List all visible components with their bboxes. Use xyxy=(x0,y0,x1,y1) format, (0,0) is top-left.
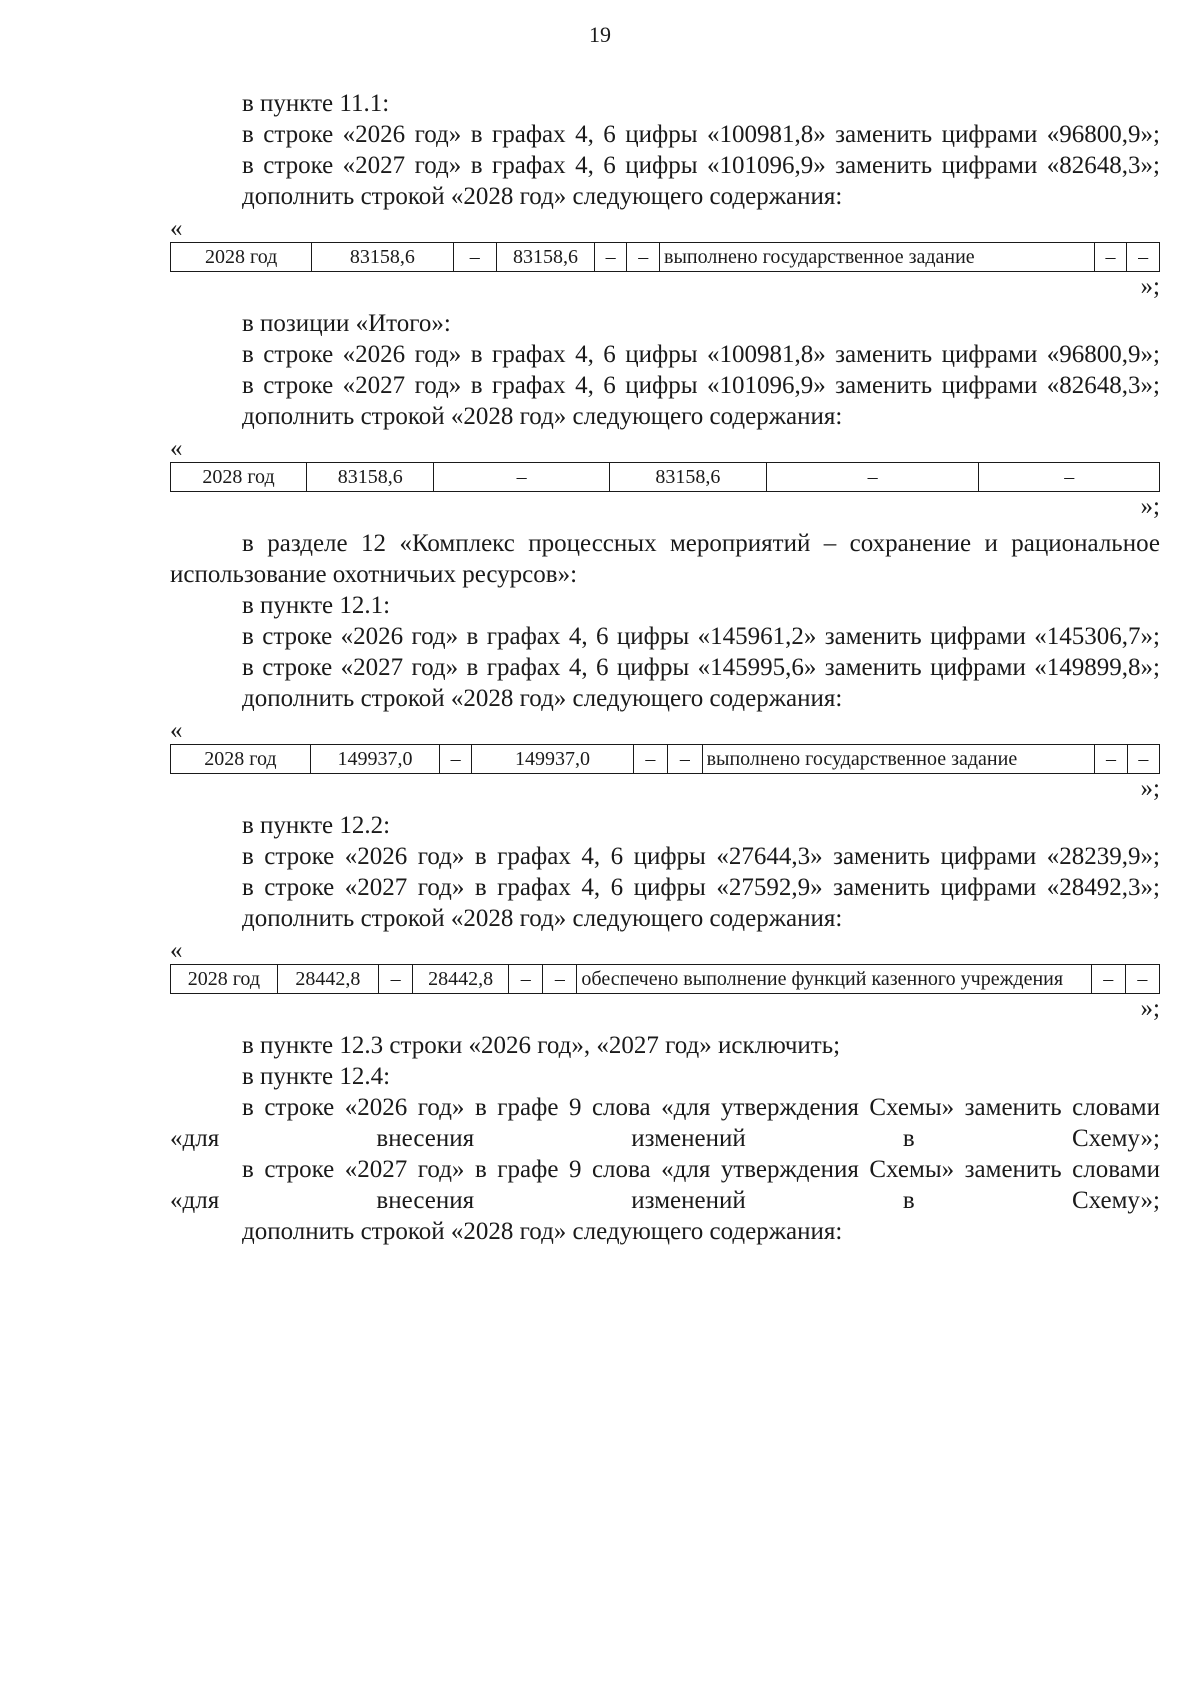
table-cell: 2028 год xyxy=(171,463,307,492)
paragraph: в строке «2026 год» в графах 4, 6 цифры «145961,2» заменить цифрами «145306,7»; xyxy=(242,623,1160,650)
paragraph: в строке «2027 год» в графах 4, 6 цифры «101096,9» заменить цифрами «82648,3»; xyxy=(242,152,1160,179)
table-cell: 2028 год xyxy=(171,965,278,994)
paragraph: в строке «2027 год» в графах 4, 6 цифры «27592,9» заменить цифрами «28492,3»; xyxy=(242,874,1160,901)
inserted-row-table xyxy=(170,744,1160,774)
paragraph: в пункте 12.4: xyxy=(242,1063,391,1090)
closing-quote: »; xyxy=(1140,995,1160,1022)
paragraph: в позиции «Итого»: xyxy=(242,310,451,337)
opening-quote: « xyxy=(170,215,183,242)
inserted-row-table xyxy=(170,242,1160,272)
inserted-row-table xyxy=(170,462,1160,492)
paragraph: в строке «2027 год» в графах 4, 6 цифры «145995,6» заменить цифрами «149899,8»; xyxy=(242,654,1160,681)
table-cell: 28442,8 xyxy=(277,965,378,994)
closing-quote: »; xyxy=(1140,273,1160,300)
paragraph: дополнить строкой «2028 год» следующего содержания: xyxy=(242,685,843,712)
table-cell: 83158,6 xyxy=(609,463,766,492)
opening-quote: « xyxy=(170,435,183,462)
document-body xyxy=(170,88,1160,1247)
table-cell: – xyxy=(627,243,660,272)
table-cell: 83158,6 xyxy=(497,243,595,272)
paragraph: в строке «2027 год» в графах 4, 6 цифры «101096,9» заменить цифрами «82648,3»; xyxy=(242,372,1160,399)
paragraph: дополнить строкой «2028 год» следующего содержания: xyxy=(242,1218,843,1245)
table-cell: 28442,8 xyxy=(413,965,509,994)
table-cell: обеспечено выполнение функций казенного учреждения xyxy=(577,965,1091,994)
paragraph: в пункте 11.1: xyxy=(242,90,390,117)
table-cell: – xyxy=(509,965,543,994)
paragraph: в строке «2026 год» в графах 4, 6 цифры «27644,3» заменить цифрами «28239,9»; xyxy=(242,843,1160,870)
table-cell: – xyxy=(668,745,702,774)
paragraph: в строке «2026 год» в графах 4, 6 цифры «100981,8» заменить цифрами «96800,9»; xyxy=(242,341,1160,368)
table-row xyxy=(171,745,1160,774)
table-cell: выполнено государственное задание xyxy=(660,243,1095,272)
opening-quote: « xyxy=(170,717,183,744)
paragraph: в разделе 12 «Комплекс процессных мероприятий – сохранение и рациональное использование охотничьих ресурсов»: xyxy=(170,530,1160,588)
table-cell: – xyxy=(434,463,609,492)
paragraph: дополнить строкой «2028 год» следующего содержания: xyxy=(242,183,843,210)
table-cell: – xyxy=(979,463,1160,492)
table-cell: – xyxy=(543,965,577,994)
table-cell: 149937,0 xyxy=(472,745,633,774)
table-cell: – xyxy=(1125,965,1159,994)
paragraph: в пункте 12.2: xyxy=(242,812,391,839)
paragraph: в строке «2027 год» в графе 9 слова «для утверждения Схемы» заменить словами «для внесения изменений в Схему»; xyxy=(170,1156,1160,1214)
table-cell: – xyxy=(1127,745,1159,774)
table-cell: 83158,6 xyxy=(312,243,453,272)
table-cell: – xyxy=(379,965,413,994)
table-cell: 2028 год xyxy=(171,243,312,272)
table-cell: – xyxy=(1091,965,1125,994)
inserted-row-table xyxy=(170,964,1160,994)
table-row xyxy=(171,965,1160,994)
table-cell: 83158,6 xyxy=(306,463,433,492)
table-cell: – xyxy=(1094,243,1127,272)
paragraph: в строке «2026 год» в графе 9 слова «для утверждения Схемы» заменить словами «для внесения изменений в Схему»; xyxy=(170,1094,1160,1152)
table-row xyxy=(171,243,1160,272)
table-cell: 2028 год xyxy=(171,745,311,774)
paragraph: дополнить строкой «2028 год» следующего содержания: xyxy=(242,905,843,932)
page-number: 19 xyxy=(589,22,611,47)
table-cell: – xyxy=(1095,745,1127,774)
table-cell: выполнено государственное задание xyxy=(702,745,1095,774)
table-cell: – xyxy=(440,745,472,774)
paragraph: в пункте 12.1: xyxy=(242,592,391,619)
table-row xyxy=(171,463,1160,492)
paragraph: в пункте 12.3 строки «2026 год», «2027 год» исключить; xyxy=(242,1032,841,1059)
table-cell: – xyxy=(453,243,496,272)
table-cell: 149937,0 xyxy=(310,745,439,774)
opening-quote: « xyxy=(170,937,183,964)
closing-quote: »; xyxy=(1140,493,1160,520)
table-cell: – xyxy=(594,243,627,272)
table-cell: – xyxy=(766,463,978,492)
closing-quote: »; xyxy=(1140,775,1160,802)
table-cell: – xyxy=(1127,243,1160,272)
table-cell: – xyxy=(633,745,667,774)
paragraph: в строке «2026 год» в графах 4, 6 цифры «100981,8» заменить цифрами «96800,9»; xyxy=(242,121,1160,148)
paragraph: дополнить строкой «2028 год» следующего содержания: xyxy=(242,403,843,430)
